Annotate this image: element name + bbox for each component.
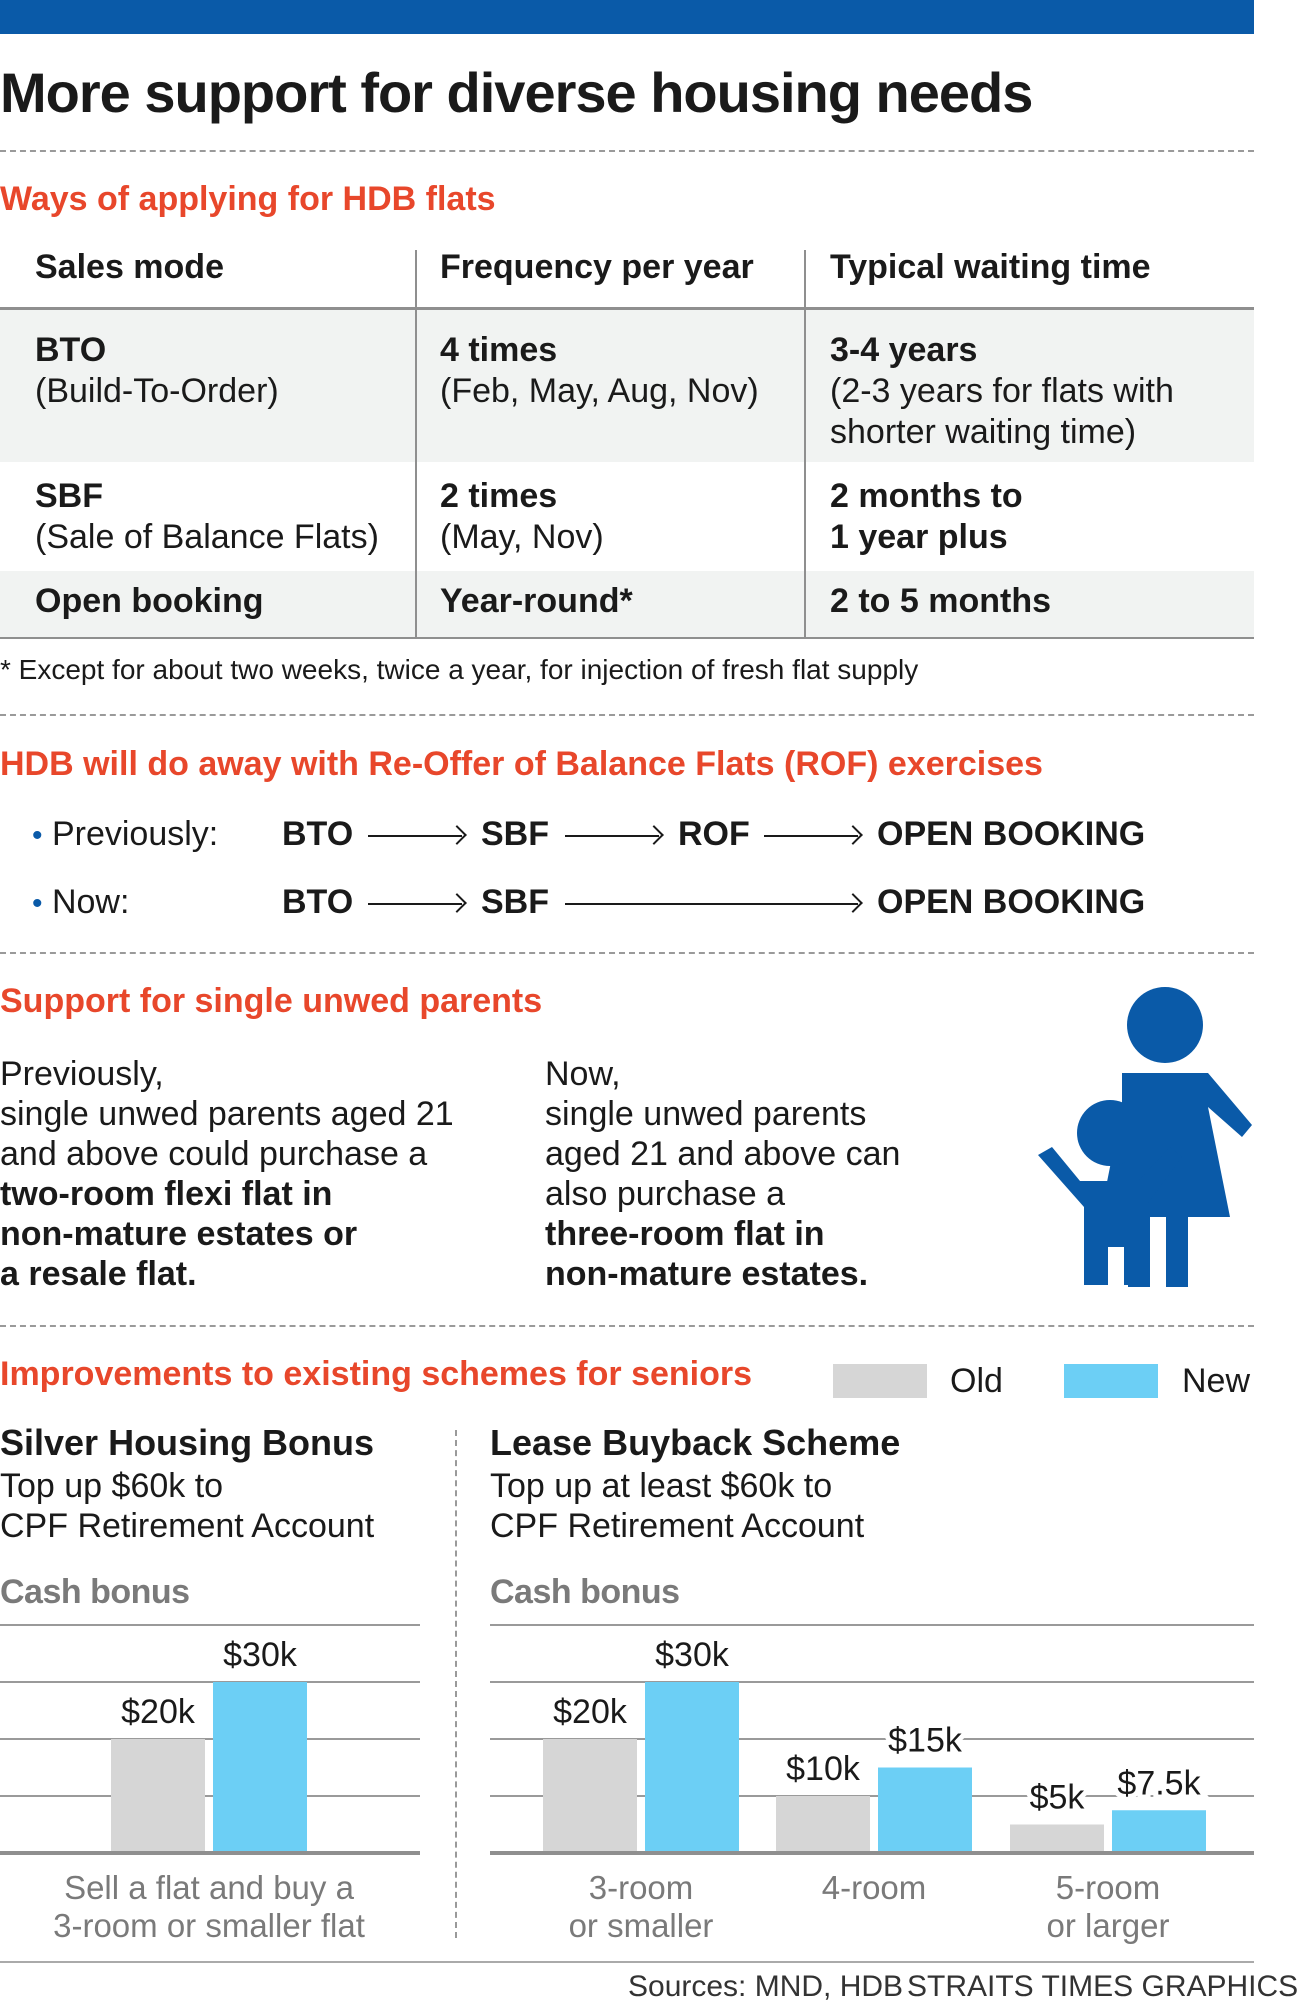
page-title: More support for diverse housing needs [0, 61, 1033, 124]
freq-sbf: 2 times [440, 477, 558, 515]
data-label: $20k [121, 1693, 195, 1731]
parents-previously-text [0, 1054, 454, 1294]
flow-node: SBF [481, 815, 549, 853]
category-label: 3-room [588, 1869, 694, 1906]
shb-title: Silver Housing Bonus [0, 1422, 375, 1463]
table-header-line [0, 307, 1254, 310]
text-line: single unwed parents aged 21 [0, 1095, 454, 1133]
table-row [35, 476, 379, 558]
data-label: $7.5k [1117, 1764, 1201, 1803]
footer-sources: Sources: MND, HDB [628, 1970, 904, 2003]
text-line: and above could purchase a [0, 1135, 428, 1173]
freq-bto-note: (Feb, May, Aug, Nov) [440, 372, 759, 410]
flow-node: OPEN BOOKING [877, 883, 1146, 921]
data-label: $30k [223, 1636, 297, 1674]
mode-sbf-note: (Sale of Balance Flats) [35, 518, 379, 556]
rof-heading: HDB will do away with Re-Offer of Balance Flats (ROF) exercises [0, 745, 1043, 783]
flow-previously-label [32, 815, 218, 854]
flow-node: BTO [282, 815, 354, 853]
flow-node: SBF [481, 883, 549, 921]
legend-new-swatch [1064, 1364, 1158, 1398]
table-cell [440, 581, 633, 622]
bar-new [213, 1682, 307, 1853]
text-line: Previously, [0, 1055, 164, 1093]
divider [0, 1325, 1254, 1327]
bar-old [1010, 1825, 1104, 1854]
wait-sbf-note: 1 year plus [830, 518, 1008, 556]
lbs-subtitle [490, 1466, 864, 1546]
mode-sbf: SBF [35, 477, 103, 515]
wait-sbf: 2 months to [830, 477, 1023, 515]
bar-new [645, 1682, 739, 1853]
header-sales-mode: Sales mode [35, 248, 224, 286]
legend-old-swatch [833, 1364, 927, 1398]
text-line: CPF Retirement Account [490, 1507, 865, 1545]
freq-sbf-note: (May, Nov) [440, 518, 604, 556]
freq-open: Year-round* [440, 582, 633, 620]
bar-new [1112, 1810, 1206, 1853]
top-bar [0, 0, 1254, 34]
bar-old [776, 1796, 870, 1853]
category-label: 5-room [1055, 1869, 1161, 1906]
bullet-icon: • [32, 887, 43, 920]
wait-open: 2 to 5 months [830, 582, 1052, 620]
parents-heading: Support for single unwed parents [0, 982, 543, 1020]
table-cell [830, 330, 1174, 453]
lbs-bar-chart [490, 1600, 1254, 1944]
table-cell [440, 330, 759, 412]
col-divider-2 [804, 250, 806, 637]
text-line-bold: non-mature estates or [0, 1215, 358, 1253]
shb-subtitle [0, 1466, 374, 1546]
now-label: Now: [51, 883, 130, 921]
arrow-right-icon [764, 835, 858, 837]
text-line-bold: three-room flat in [545, 1215, 825, 1253]
text-line-bold: a resale flat. [0, 1255, 197, 1293]
bar-old [111, 1739, 205, 1853]
text-line-bold: two-room flexi flat in [0, 1175, 333, 1213]
chart-divider [455, 1430, 457, 1938]
freq-bto: 4 times [440, 331, 558, 369]
text-line: Now, [545, 1055, 621, 1093]
mode-bto-note: (Build-To-Order) [35, 372, 279, 410]
wait-bto-note1: (2-3 years for flats with [830, 372, 1174, 410]
arrow-right-icon [565, 903, 858, 905]
footer-line [0, 1961, 1254, 1963]
table-bottom-line [0, 637, 1254, 639]
header-waiting-time: Typical waiting time [830, 248, 1151, 286]
category-label: or smaller [568, 1907, 714, 1944]
text-line: aged 21 and above can [545, 1135, 901, 1173]
data-label: $10k [786, 1750, 860, 1788]
wait-bto: 3-4 years [830, 331, 978, 369]
data-label: $5k [1029, 1778, 1085, 1817]
text-line-bold: non-mature estates. [545, 1255, 869, 1293]
footer-credit: STRAITS TIMES GRAPHICS [907, 1970, 1298, 2003]
bullet-icon: • [32, 819, 43, 852]
data-label: $15k [888, 1721, 962, 1760]
category-label: 3-room or smaller flat [53, 1907, 365, 1944]
lbs-title: Lease Buyback Scheme [490, 1422, 901, 1463]
seniors-heading: Improvements to existing schemes for seniors [0, 1355, 753, 1393]
lbs-cash-label: Cash bonus [490, 1573, 680, 1611]
divider [0, 150, 1254, 152]
category-label: or larger [1046, 1907, 1170, 1944]
legend-old-label: Old [950, 1362, 1003, 1400]
mode-bto: BTO [35, 331, 107, 369]
text-line: also purchase a [545, 1175, 786, 1213]
table-cell [440, 476, 604, 558]
arrow-right-icon [368, 903, 462, 905]
flow-now-label [32, 883, 129, 922]
parent-child-icon [1030, 985, 1254, 1290]
arrow-right-icon [368, 835, 462, 837]
text-line: CPF Retirement Account [0, 1507, 375, 1545]
text-line: single unwed parents [545, 1095, 867, 1133]
data-label: $30k [655, 1636, 729, 1674]
previously-label: Previously: [51, 815, 219, 853]
flow-node: OPEN BOOKING [877, 815, 1146, 853]
col-divider-1 [415, 250, 417, 637]
bar-old [543, 1739, 637, 1853]
data-label: $20k [553, 1693, 627, 1731]
divider [0, 952, 1254, 954]
mode-open: Open booking [35, 582, 264, 620]
flow-node: BTO [282, 883, 354, 921]
arrow-right-icon [565, 835, 659, 837]
legend-new-label: New [1182, 1362, 1251, 1400]
text-line: Top up $60k to [0, 1467, 224, 1505]
bar-new [878, 1768, 972, 1854]
table-row [35, 330, 279, 412]
table-row [35, 581, 264, 622]
table-cell [830, 581, 1051, 622]
divider [0, 714, 1254, 716]
shb-bar-chart [0, 1600, 420, 1944]
shb-cash-label: Cash bonus [0, 1573, 190, 1611]
table-footnote: * Except for about two weeks, twice a year, for injection of fresh flat supply [0, 654, 919, 685]
category-label: Sell a flat and buy a [64, 1869, 354, 1906]
table-cell [830, 476, 1023, 558]
category-label: 4-room [821, 1869, 927, 1906]
flow-node: ROF [678, 815, 750, 853]
ways-heading: Ways of applying for HDB flats [0, 180, 496, 218]
wait-bto-note2: shorter waiting time) [830, 413, 1137, 451]
parents-now-text [545, 1054, 900, 1294]
text-line: Top up at least $60k to [490, 1467, 833, 1505]
header-frequency: Frequency per year [440, 248, 754, 286]
